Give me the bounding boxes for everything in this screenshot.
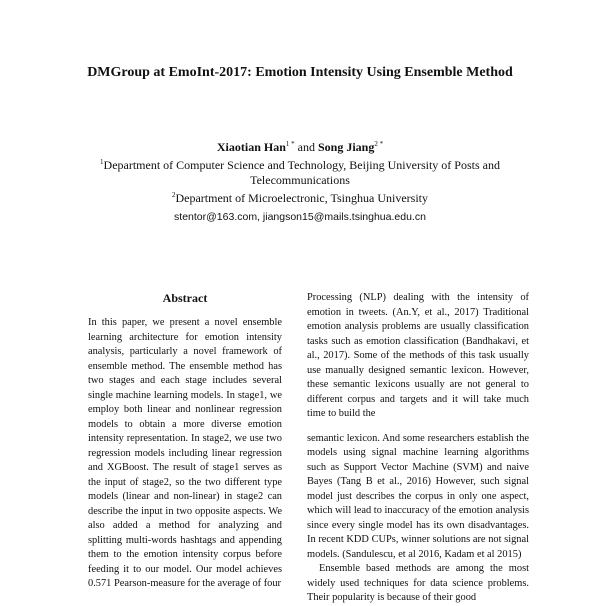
author-block	[60, 137, 540, 225]
author-1: Xiaotian Han	[216, 140, 286, 154]
affiliation-2-sup: 2	[171, 191, 176, 199]
author-2-sup: 2 *	[374, 140, 384, 148]
abstract-heading: Abstract	[162, 291, 208, 305]
paper-title: DMGroup at EmoInt-2017: Emotion Intensity Using Ensemble Method	[87, 65, 513, 80]
author-and: and	[297, 140, 315, 154]
abstract-column	[88, 316, 282, 592]
abstract-text: In this paper, we present a novel ensemble learning architecture for emotion intensity analysis, particularly a novel framework of ensemble method. The ensemble method has two stages and each stage includes several single machine learning models. In stage1, we employ both linear and nonlinear regression models to obtain a more diverse emotion intensity representation. In stage2, we use two regression models including linear regression and XGBoost. The result of stage1 serves as the input of stage2, so the two different type models (linear and non-linear) in stage2 can describe the input in two opposite aspects. We also added a method for analyzing and splitting multi-words hashtags and appending them to the emotion intensity corpus before feeding it to our model. Our model achieves 0.571 Pearson-measure for the average of four	[88, 317, 282, 589]
affiliation-2-text: Department of Microelectronic, Tsinghua University	[175, 191, 429, 205]
intro-paragraph-1: Processing (NLP) dealing with the intensity of emotion in tweets. (An.Y, et al., 2017) Traditional emotion analysis problems are usually classification tasks such as emotion classification (Bandhakavi, et al., 2017). Some of the methods of this task usually use manually designed semantic lexicon. However, these semantic lexicons usually are not general to different corpus and targets and it will take much time to build the	[307, 292, 529, 419]
author-1-sup: 1 *	[285, 140, 295, 148]
affiliation-1-sup: 1	[100, 158, 104, 166]
author-names	[60, 137, 540, 155]
affiliation-1-text: Department of Computer Science and Technology, Beijing University of Posts and Telecommunications	[103, 158, 500, 187]
affiliation-2	[60, 188, 540, 206]
intro-paragraph-2: semantic lexicon. And some researchers establish the models using signal machine learning algorithms such as Support Vector Machine (SVM) and naive Bayes (Tang B et al., 2016) However, such signal model just describes the corpus in only one aspect, which will lead to inaccuracy of the emotion analysis since every single model has its own disadvantages. In recent KDD CUPs, winner solutions are not signal models. (Sandulescu, et al 2016, Kadam et al 2015)	[307, 432, 529, 560]
author-2: Song Jiang	[317, 140, 375, 154]
right-column	[307, 291, 529, 606]
author-emails: stentor@163.com, jiangson15@mails.tsinghua.edu.cn	[174, 211, 426, 223]
affiliation-1	[60, 155, 540, 188]
intro-paragraph-3: Ensemble based methods are among the most widely used techniques for data science problems. Their popularity is because of their good	[307, 563, 529, 603]
